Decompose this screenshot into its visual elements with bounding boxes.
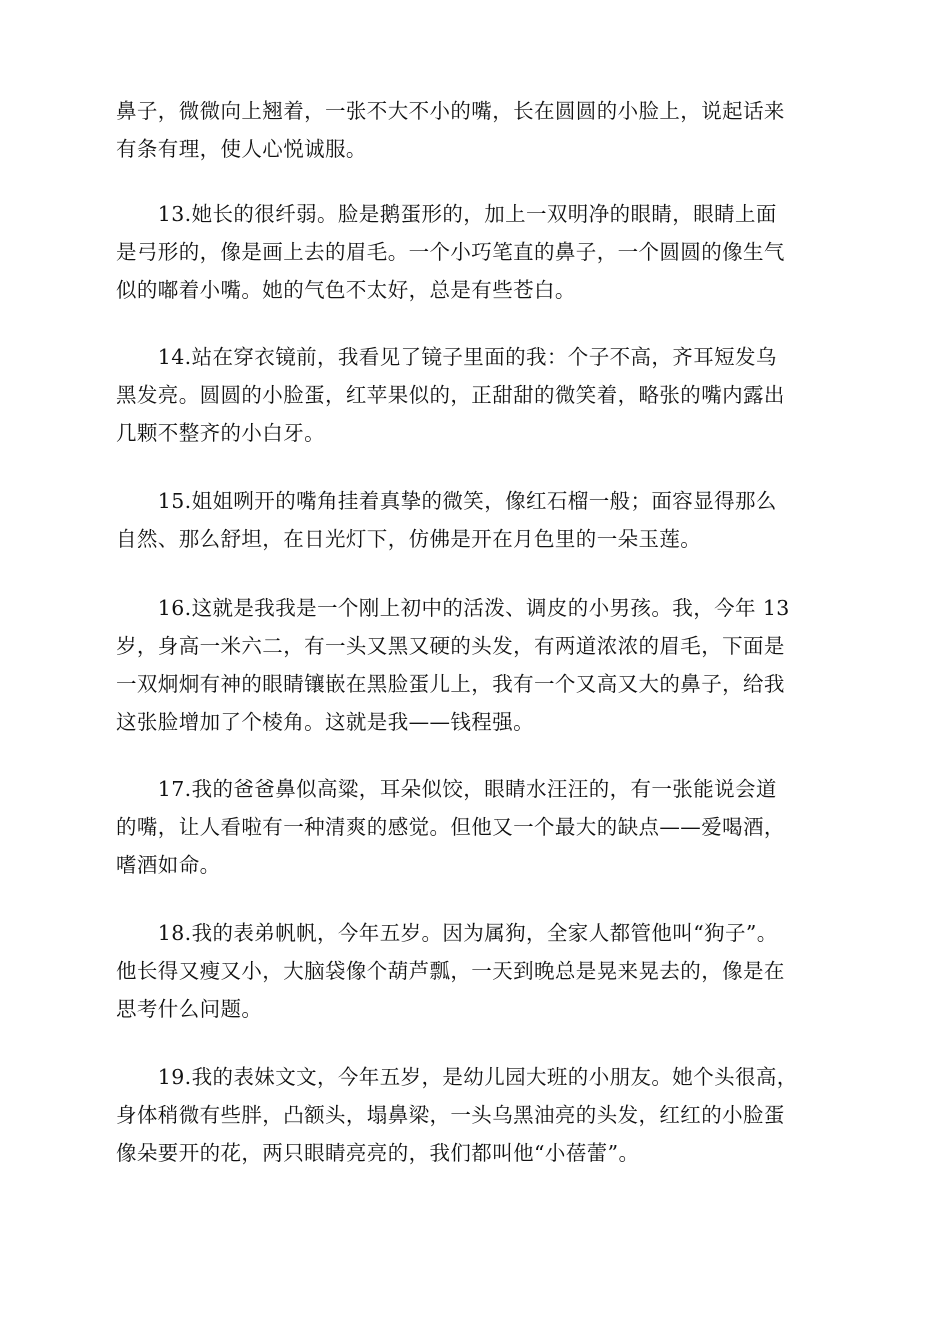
text-line: 岁，身高一米六二，有一头又黑又硬的头发，有两道浓浓的眉毛，下面是 <box>116 634 785 658</box>
text-line: 自然、那么舒坦，在日光灯下，仿佛是开在月色里的一朵玉莲。 <box>116 527 702 551</box>
text-line: 像朵要开的花，两只眼睛亮亮的，我们都叫他“小蓓蕾”。 <box>116 1141 640 1165</box>
paragraph-17 <box>116 770 836 884</box>
text-line: 一双炯炯有神的眼睛镶嵌在黑脸蛋儿上，我有一个又高又大的鼻子，给我 <box>116 672 785 696</box>
text-line: 他长得又瘦又小，大脑袋像个葫芦瓢，一天到晚总是晃来晃去的，像是在 <box>116 959 785 983</box>
text-line: 几颗不整齐的小白牙。 <box>116 421 325 445</box>
paragraph-12-continued <box>116 92 836 168</box>
text-line: 黑发亮。圆圆的小脸蛋，红苹果似的，正甜甜的微笑着，略张的嘴内露出 <box>116 383 785 407</box>
text-line: 是弓形的，像是画上去的眉毛。一个小巧笔直的鼻子，一个圆圆的像生气 <box>116 240 785 264</box>
paragraph-15 <box>116 482 836 558</box>
text-line: 思考什么问题。 <box>116 997 263 1021</box>
paragraph-13 <box>116 195 836 309</box>
text-line: 16.这就是我我是一个刚上初中的活泼、调皮的小男孩。我，今年 13 <box>116 596 790 620</box>
text-line: 似的嘟着小嘴。她的气色不太好，总是有些苍白。 <box>116 278 576 302</box>
text-line: 有条有理，使人心悦诚服。 <box>116 137 367 161</box>
paragraph-16 <box>116 589 836 741</box>
text-line: 鼻子，微微向上翘着，一张不大不小的嘴，长在圆圆的小脸上，说起话来 <box>116 99 785 123</box>
text-line: 15.姐姐咧开的嘴角挂着真挚的微笑，像红石榴一般；面容显得那么 <box>116 489 777 513</box>
paragraph-14 <box>116 338 836 452</box>
text-line: 17.我的爸爸鼻似高粱，耳朵似饺，眼睛水汪汪的，有一张能说会道 <box>116 777 777 801</box>
paragraph-19 <box>116 1058 836 1172</box>
paragraph-18 <box>116 914 836 1028</box>
text-line: 这张脸增加了个棱角。这就是我——钱程强。 <box>116 710 534 734</box>
text-line: 13.她长的很纤弱。脸是鹅蛋形的，加上一双明净的眼睛，眼睛上面 <box>116 202 777 226</box>
text-line: 嗜酒如命。 <box>116 853 221 877</box>
text-line: 的嘴，让人看啦有一种清爽的感觉。但他又一个最大的缺点——爱喝酒， <box>116 815 785 839</box>
text-line: 19.我的表妹文文，今年五岁，是幼儿园大班的小朋友。她个头很高， <box>116 1065 798 1089</box>
text-line: 18.我的表弟帆帆，今年五岁。因为属狗，全家人都管他叫“狗子”。 <box>116 921 778 945</box>
text-line: 身体稍微有些胖，凸额头，塌鼻梁，一头乌黑油亮的头发，红红的小脸蛋 <box>116 1103 785 1127</box>
text-line: 14.站在穿衣镜前，我看见了镜子里面的我：个子不高，齐耳短发乌 <box>116 345 777 369</box>
